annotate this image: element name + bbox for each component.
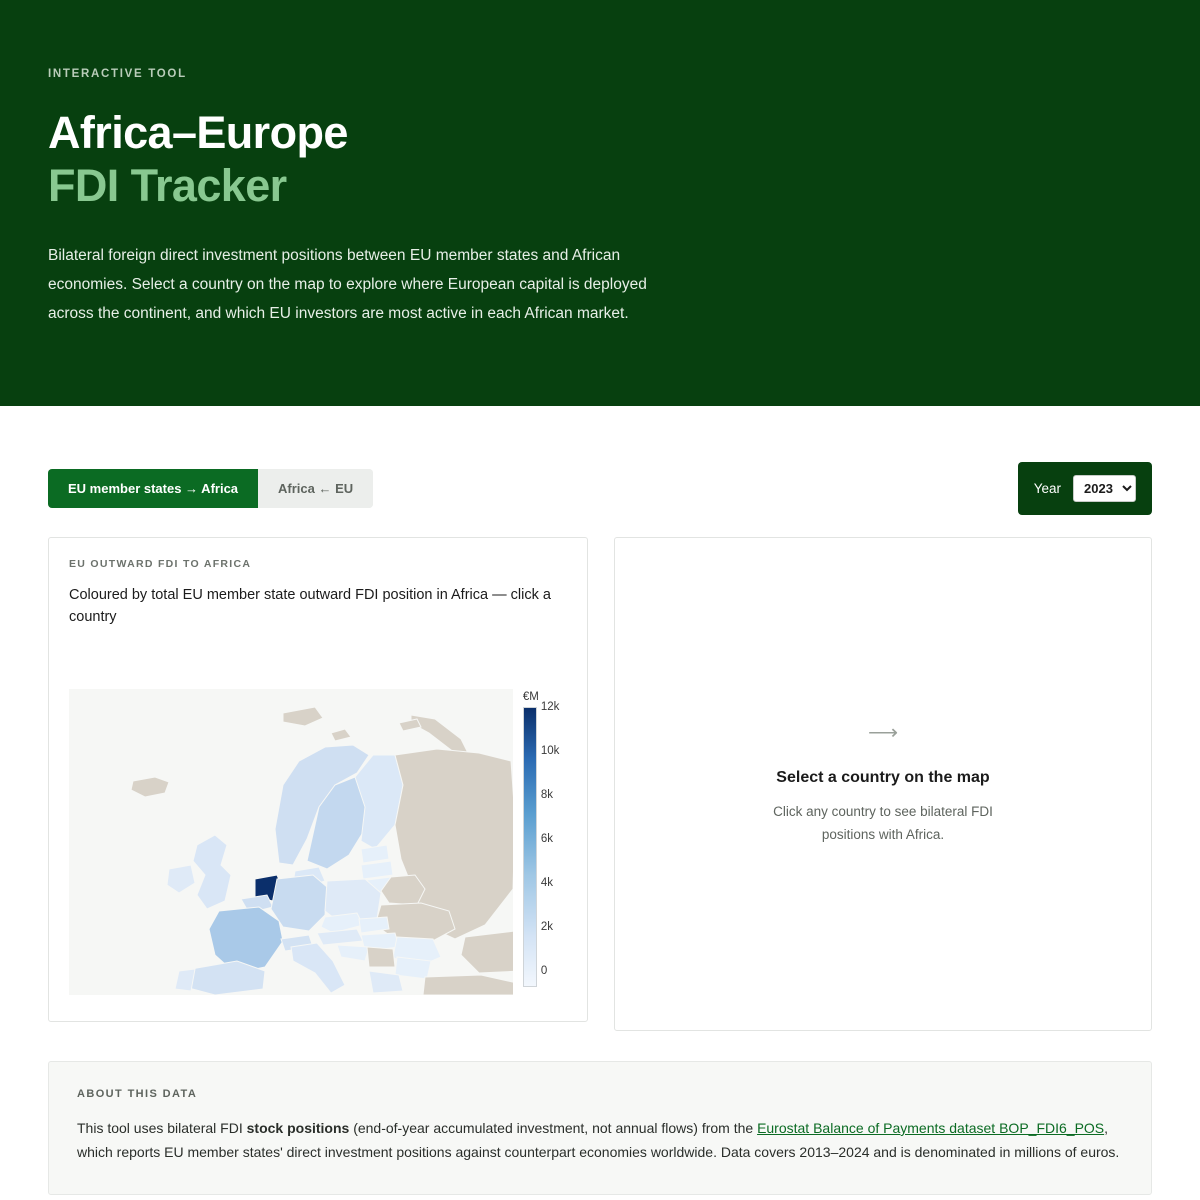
page-title-line-1: Africa–Europe — [48, 107, 348, 158]
main-content — [0, 515, 1200, 1031]
hero-subtitle: Bilateral foreign direct investment positions between EU member states and African economies. Select a country on the map to explore where European capital is deployed across the continent, and which EU investors are most active in each African market. — [48, 247, 647, 322]
map-country-svalbard[interactable] — [283, 707, 323, 726]
about-bold-1: stock positions — [246, 1120, 350, 1136]
hero-banner — [0, 0, 1200, 406]
year-label: Year — [1033, 481, 1061, 496]
map-card — [48, 537, 588, 1022]
legend-unit-label: €M — [522, 690, 539, 703]
legend-tick-12k: 12k — [540, 700, 560, 713]
arrow-right-icon: ⟶ — [867, 721, 899, 745]
about-section — [48, 1061, 1152, 1195]
tab-africa-from-eu[interactable]: Africa ← EU — [258, 469, 373, 508]
map-country-austria[interactable] — [317, 929, 363, 945]
detail-panel-title: Select a country on the map — [776, 769, 990, 787]
map-country-france[interactable] — [209, 907, 283, 973]
year-select[interactable] — [1073, 475, 1136, 502]
map-country-ireland[interactable] — [167, 865, 195, 893]
map-country-united-kingdom[interactable] — [193, 835, 231, 909]
map-country-bulgaria[interactable] — [395, 957, 431, 979]
map-and-legend — [69, 689, 567, 995]
map-card-eyebrow: EU OUTWARD FDI TO AFRICA — [69, 558, 252, 570]
legend-tick-2k: 2k — [540, 920, 553, 933]
controls-bar — [0, 406, 1200, 515]
map-card-description: Coloured by total EU member state outward FDI position in Africa — click a country — [69, 587, 551, 626]
about-text-2: (end-of-year accumulated investment, not annual flows) from the — [349, 1120, 758, 1136]
about-text-1: This tool uses bilateral FDI — [77, 1120, 247, 1136]
page-title-line-2: FDI Tracker — [48, 160, 287, 212]
direction-toggle-group[interactable] — [48, 469, 373, 508]
map-country-turkey[interactable] — [423, 975, 513, 995]
legend-colour-bar — [523, 707, 537, 987]
tab-eu-to-africa[interactable]: EU member states → Africa — [48, 469, 258, 508]
map-country-portugal[interactable] — [175, 969, 195, 991]
eurostat-dataset-link[interactable]: Eurostat Balance of Payments dataset BOP_FDI6_POS — [757, 1120, 1105, 1136]
map-country-iceland[interactable] — [131, 777, 169, 797]
about-eyebrow: ABOUT THIS DATA — [77, 1088, 198, 1100]
map-country-estonia[interactable] — [361, 845, 389, 863]
map-island-faroe[interactable] — [399, 719, 421, 731]
about-text-3: , which reports EU member states' direct investment positions against counterpart economies worldwide. Data covers 2013–2024 and is denominated in millions of euros. — [77, 1120, 1120, 1161]
legend-tick-0: 0 — [540, 964, 548, 977]
map-country-serbia[interactable] — [367, 947, 395, 967]
page-title — [48, 106, 1152, 212]
europe-choropleth-map[interactable] — [69, 689, 513, 995]
map-country-latvia[interactable] — [361, 861, 393, 879]
map-country-italy[interactable] — [291, 943, 345, 993]
about-body — [77, 1116, 1123, 1164]
legend-tick-8k: 8k — [540, 788, 553, 801]
country-detail-panel — [614, 537, 1152, 1031]
detail-panel-subtitle: Click any country to see bilateral FDI positions with Africa. — [773, 804, 993, 842]
map-legend — [523, 689, 567, 995]
legend-tick-10k: 10k — [540, 744, 560, 757]
europe-map-svg[interactable] — [69, 689, 513, 995]
legend-tick-4k: 4k — [540, 876, 553, 889]
map-island-jan-mayen[interactable] — [331, 729, 351, 741]
map-country-kazakhstan[interactable] — [461, 931, 513, 973]
map-country-croatia[interactable] — [337, 945, 369, 961]
year-selector[interactable] — [1018, 462, 1152, 515]
hero-eyebrow: INTERACTIVE TOOL — [48, 68, 187, 80]
legend-tick-6k: 6k — [540, 832, 553, 845]
